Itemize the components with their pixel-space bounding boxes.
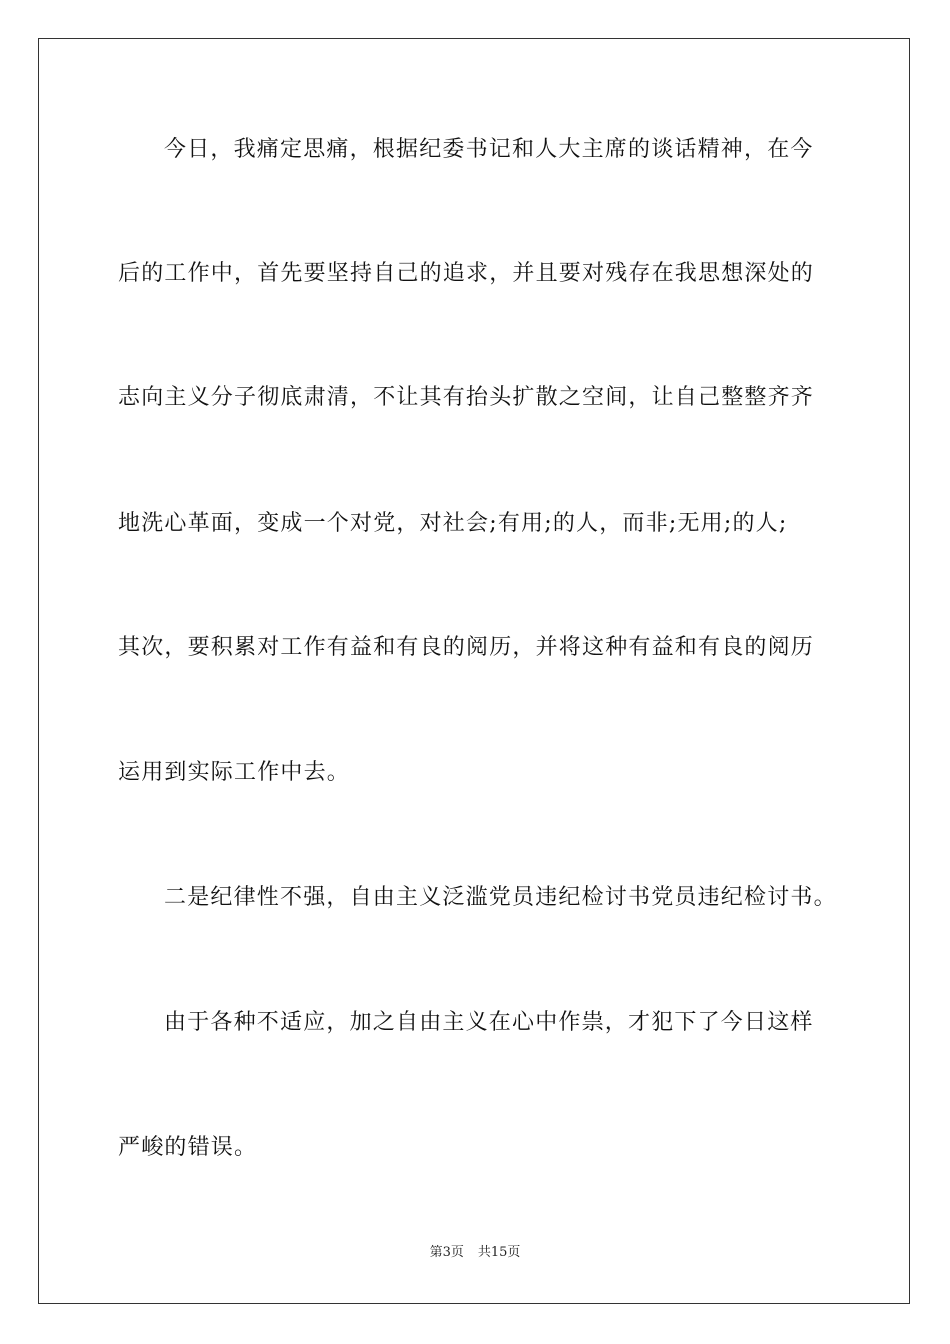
page-number: 第3页 <box>429 1245 464 1260</box>
paragraph-1-line-5: 其次，要积累对工作有益和有良的阅历，并将这种有益和有良的阅历 <box>118 635 815 660</box>
paragraph-2-line-1: 二是纪律性不强，自由主义泛滥党员违纪检讨书党员违纪检讨书。 <box>164 885 837 910</box>
page-border <box>38 38 910 1304</box>
paragraph-1-line-2: 后的工作中，首先要坚持自己的追求，并且要对残存在我思想深处的 <box>118 261 815 286</box>
page-footer <box>0 1244 950 1262</box>
paragraph-3-line-1: 由于各种不适应，加之自由主义在心中作祟，才犯下了今日这样 <box>164 1010 814 1035</box>
paragraph-1-line-6: 运用到实际工作中去。 <box>118 760 351 785</box>
total-pages: 共15页 <box>477 1245 521 1260</box>
paragraph-1-line-4: 地洗心革面，变成一个对党，对社会;有用;的人，而非;无用;的人; <box>118 511 788 536</box>
paragraph-1-line-3: 志向主义分子彻底肃清，不让其有抬头扩散之空间，让自己整整齐齐 <box>118 385 815 410</box>
paragraph-3-line-2: 严峻的错误。 <box>118 1135 258 1160</box>
paragraph-1-line-1: 今日，我痛定思痛，根据纪委书记和人大主席的谈话精神，在今 <box>164 137 814 162</box>
